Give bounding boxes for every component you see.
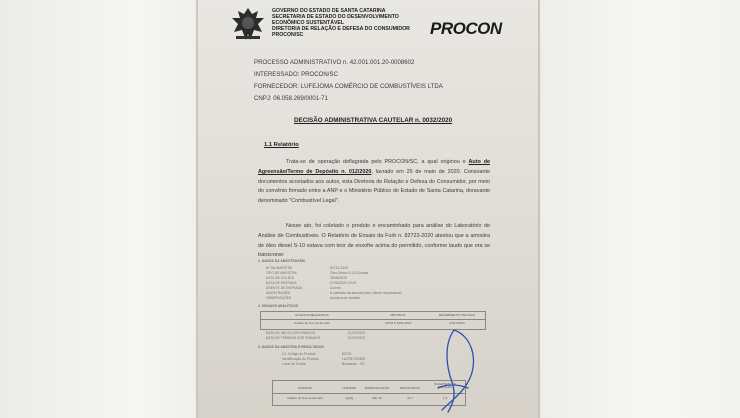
results-header-2: UNIDADE <box>342 386 356 390</box>
end-date-value: 01/07/2020 <box>348 336 365 340</box>
annex-row-6-label: AMOSTRAGEM <box>266 291 291 295</box>
results-header-5: INCERTEZA DE MEDIÇÃO <box>434 382 456 390</box>
annex-row-6-value: A coletada da amostra pelo cliente responsável <box>330 291 402 295</box>
tests-header-1: ENSAIOS REALIZADOS <box>295 313 329 317</box>
header-line-2: SECRETARIA DE ESTADO DO DESENVOLVIMENTO <box>272 14 399 20</box>
end-date-label: DATA DE TÉRMINO DOS ENSAIOS <box>266 336 321 340</box>
start-date-value: 01/07/2020 <box>348 331 365 335</box>
product-code-label: 3.1 Código do Produto <box>282 352 316 356</box>
annex-row-3-value: 25/05/2020 <box>330 276 347 280</box>
section-title: 1.1 Relatório <box>264 142 299 148</box>
decision-title: DECISÃO ADMINISTRATIVA CAUTELAR n. 0032/2020 <box>294 117 453 124</box>
tests-header-2: MÉTODOS <box>390 313 406 317</box>
product-id-label: Identificação do Produto <box>282 357 319 361</box>
header-line-3: ECONÔMICO SUSTENTÁVEL <box>272 20 345 26</box>
annex-section-3: 3. DADOS DA AMOSTRA E RESULTADOS <box>258 345 324 349</box>
background-left <box>0 0 196 418</box>
results-cell-2: mg/kg <box>344 396 354 400</box>
paragraph-2: Nesse ato, foi coletado o produto e encaminhado para análise do Laboratório de Análise de Combustíveis. O Relatório de Ensaio da Furb n. 82723-2020 atestou que a amostra de óleo diesel S-10 estava com teor de enxofre acima do permitido, conforme laudo que ora se transcreve: <box>258 223 490 259</box>
tests-cell-3: 01/07/2020 <box>449 321 465 325</box>
paragraph-1-text-a: Trata-se de operação deflagrada pelo PROCON/SC, a qual originou o <box>286 159 469 165</box>
header-line-4: DIRETORIA DE RELAÇÃO E DEFESA DO CONSUMIDOR <box>272 26 410 32</box>
annex-section-1: 1. DADOS DA AMOSTRAGEM <box>258 259 305 263</box>
tests-header-3: RECEBIMENTO TÉCNICO <box>438 313 476 317</box>
product-code-value: 82723 <box>342 352 352 356</box>
cnpj: CNPJ: 06.058.269/0001-71 <box>254 95 328 102</box>
signature-icon <box>424 326 484 414</box>
tests-cell-1: Análise do Teor de Enxofre <box>294 321 330 325</box>
results-header-4: RESULTADOS <box>400 386 420 390</box>
results-cell-5: 1,3 <box>442 396 448 400</box>
annex-row-1-value: 82723-2020 <box>330 266 349 270</box>
product-id-value: LACRE 000523 <box>342 357 366 361</box>
procon-logo: PROCON <box>430 19 502 38</box>
process-number: PROCESSO ADMINISTRATIVO n. 42.001.001.20-0008602 <box>254 59 415 66</box>
results-header-1: ENSAIOS <box>298 386 312 390</box>
results-cell-3: Máx 10 <box>372 396 382 400</box>
collection-place-value: Blumenau - SC <box>342 362 365 366</box>
collection-place-label: Local de Coleta <box>282 362 306 366</box>
annex-row-2-label: TIPO DE AMOSTRA <box>266 271 297 275</box>
start-date-label: DATA DE INÍCIO DOS ENSAIOS <box>266 331 316 335</box>
annex-row-3-label: DATA DE COLETA <box>266 276 294 280</box>
document-page <box>196 0 540 418</box>
annex-row-7-value: Amostra em Análise <box>330 296 361 300</box>
supplier: FORNECEDOR: LUFEJOMA COMÉRCIO DE COMBUSTÍVEIS LTDA <box>254 83 443 90</box>
background-right <box>520 0 740 418</box>
annex-row-4-label: DATA DE ENTRADA <box>266 281 297 285</box>
paragraph-1-bold: Auto de Agreensão/Termo de Depósito n. 012/2020 <box>258 159 490 175</box>
annex-row-5-label: AGENTE DE ENTRADA <box>266 286 303 290</box>
header-line-1: GOVERNO DO ESTADO DE SANTA CATARINA <box>272 8 386 14</box>
interested-party: INTERESSADO: PROCON/SC <box>254 71 338 78</box>
annex-row-1-label: Nº DA AMOSTRA <box>266 266 293 270</box>
tests-cell-2: ASTM D 5453-2019 <box>384 321 412 325</box>
annex-row-2-value: Óleo Diesel S-10 Comum <box>330 271 369 275</box>
coat-of-arms-icon <box>228 6 268 42</box>
paragraph-1 <box>258 158 490 207</box>
annex-section-2: 2. ENSAIOS ANALÍTICOS <box>258 304 299 308</box>
annex-row-4-value: 27/05/2020 10:00 <box>330 281 357 285</box>
annex-row-5-value: Correio <box>330 286 342 290</box>
results-cell-1: Análise do Teor de Enxofre <box>287 396 323 400</box>
results-cell-4: 41,7 <box>407 396 413 400</box>
paragraph-1-text-b: , lavrado em 25 de maio de 2020. Consoante documentos acostados aos autos, esta Diretoria de Relação e Defesa do Consumidor, por meio do convênio firmado entre a ANP e o Ministério Público do Estado de Santa Catarina, doravante denominado "Combustível Legal". <box>258 168 490 205</box>
results-header-3: ESPECIFICAÇÃO <box>364 386 390 390</box>
annex-row-7-label: OBSERVAÇÕES <box>266 296 292 300</box>
header-line-5: PROCON/SC <box>272 32 304 38</box>
